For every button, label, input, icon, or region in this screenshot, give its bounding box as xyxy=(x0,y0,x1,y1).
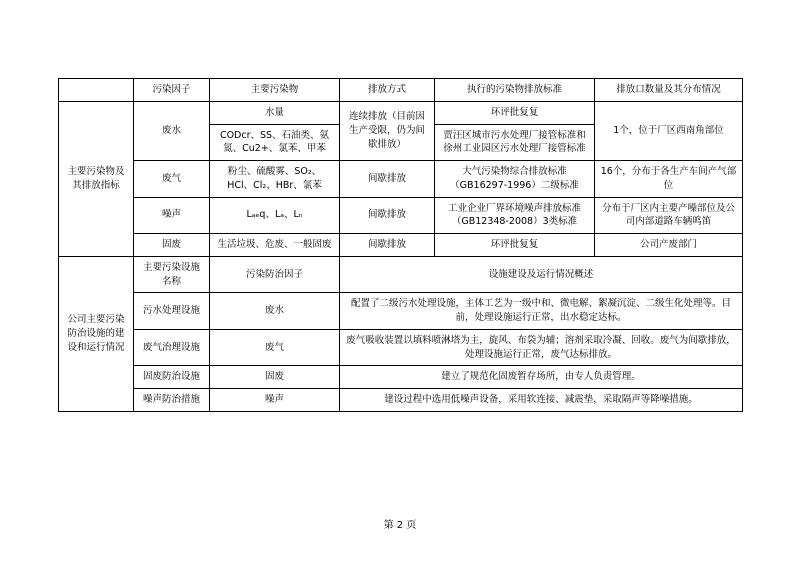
facility-factor-noise: 噪声 xyxy=(210,389,340,412)
outlets-waste-gas: 16个，分布于各生产车间产气部位 xyxy=(595,161,743,198)
factor-wastewater: 废水 xyxy=(134,101,210,160)
table-row xyxy=(59,293,743,330)
mode-waste-gas: 间歇排放 xyxy=(340,161,435,198)
factor-solid-waste: 固废 xyxy=(134,234,210,257)
outlets-wastewater: 1个，位于厂区西南角部位 xyxy=(595,101,743,160)
facility-factor-solid-waste: 固废 xyxy=(210,366,340,389)
table-row xyxy=(59,389,743,412)
standard-solid-waste: 环评批复复 xyxy=(435,234,595,257)
header-cell-outlets: 排放口数量及其分布情况 xyxy=(595,79,743,102)
table-row xyxy=(59,101,743,124)
facility-desc-solid-waste: 建立了规范化固废暂存场所，由专人负责管理。 xyxy=(340,366,743,389)
table-row xyxy=(59,197,743,234)
table-row xyxy=(59,329,743,366)
pollutant-waste-gas: 粉尘、硫酸雾、SO₂、HCl、Cl₂、HBr、氯苯 xyxy=(210,161,340,198)
header-cell-factor: 污染因子 xyxy=(134,79,210,102)
table-row xyxy=(59,161,743,198)
table-row xyxy=(59,234,743,257)
outlets-noise: 分布于厂区内主要产噪部位及公司内部道路车辆鸣笛 xyxy=(595,197,743,234)
section2-header-desc: 设施建设及运行情况概述 xyxy=(340,256,743,293)
facility-desc-waste-gas: 废气吸收装置以填料喷淋塔为主，旋风、布袋为辅；溶剂采取冷凝、回收。废气为间歇排放，处理设施运行正常，废气达标排放。 xyxy=(340,329,743,366)
facility-desc-noise: 建设过程中选用低噪声设备，采用软连接、减震垫，采取隔声等降噪措施。 xyxy=(340,389,743,412)
table-header-row xyxy=(59,79,743,102)
section1-label: 主要污染物及其排放指标 xyxy=(59,101,134,256)
mode-solid-waste: 间歇排放 xyxy=(340,234,435,257)
standard-noise: 工业企业厂界环境噪声排放标准（GB12348-2008）3类标准 xyxy=(435,197,595,234)
pollutant-noise: Lₐₑq、Lₐ、Lₙ xyxy=(210,197,340,234)
outlets-solid-waste: 公司产废部门 xyxy=(595,234,743,257)
header-cell-standard: 执行的污染物排放标准 xyxy=(435,79,595,102)
facility-name-solid-waste: 固废防治设施 xyxy=(134,366,210,389)
table-row xyxy=(59,366,743,389)
facility-name-wastewater: 污水处理设施 xyxy=(134,293,210,330)
mode-wastewater: 连续排放（目前因生产受限，仍为间歇排放） xyxy=(340,101,435,160)
standard-water-volume: 环评批复复 xyxy=(435,101,595,124)
table-row xyxy=(59,256,743,293)
section2-header-name: 主要污染设施名称 xyxy=(134,256,210,293)
facility-name-waste-gas: 废气治理设施 xyxy=(134,329,210,366)
header-cell-blank xyxy=(59,79,134,102)
standard-wastewater: 贾汪区城市污水处理厂接管标准和徐州工业园区污水处理厂接管标准 xyxy=(435,124,595,161)
section2-label: 公司主要污染防治设施的建设和运行情况 xyxy=(59,256,134,411)
facility-factor-wastewater: 废水 xyxy=(210,293,340,330)
facility-desc-wastewater: 配置了二级污水处理设施，主体工艺为一级中和、微电解、絮凝沉淀、二级生化处理等。目前，处理设施运行正常，出水稳定达标。 xyxy=(340,293,743,330)
factor-noise: 噪声 xyxy=(134,197,210,234)
pollution-table xyxy=(58,78,743,412)
header-cell-mode: 排放方式 xyxy=(340,79,435,102)
header-cell-pollutant: 主要污染物 xyxy=(210,79,340,102)
standard-waste-gas: 大气污染物综合排放标准（GB16297-1996）二级标准 xyxy=(435,161,595,198)
page-footer: 第 2 页 xyxy=(383,520,417,531)
mode-noise: 间歇排放 xyxy=(340,197,435,234)
pollutant-water-volume: 水量 xyxy=(210,101,340,124)
facility-factor-waste-gas: 废气 xyxy=(210,329,340,366)
section2-header-factor: 污染防治因子 xyxy=(210,256,340,293)
factor-waste-gas: 废气 xyxy=(134,161,210,198)
facility-name-noise: 噪声防治措施 xyxy=(134,389,210,412)
pollutant-wastewater-list: CODcr、SS、石油类、氨氮、Cu2+、氯苯、甲苯 xyxy=(210,124,340,161)
pollutant-solid-waste: 生活垃圾、危废、一般固废 xyxy=(210,234,340,257)
